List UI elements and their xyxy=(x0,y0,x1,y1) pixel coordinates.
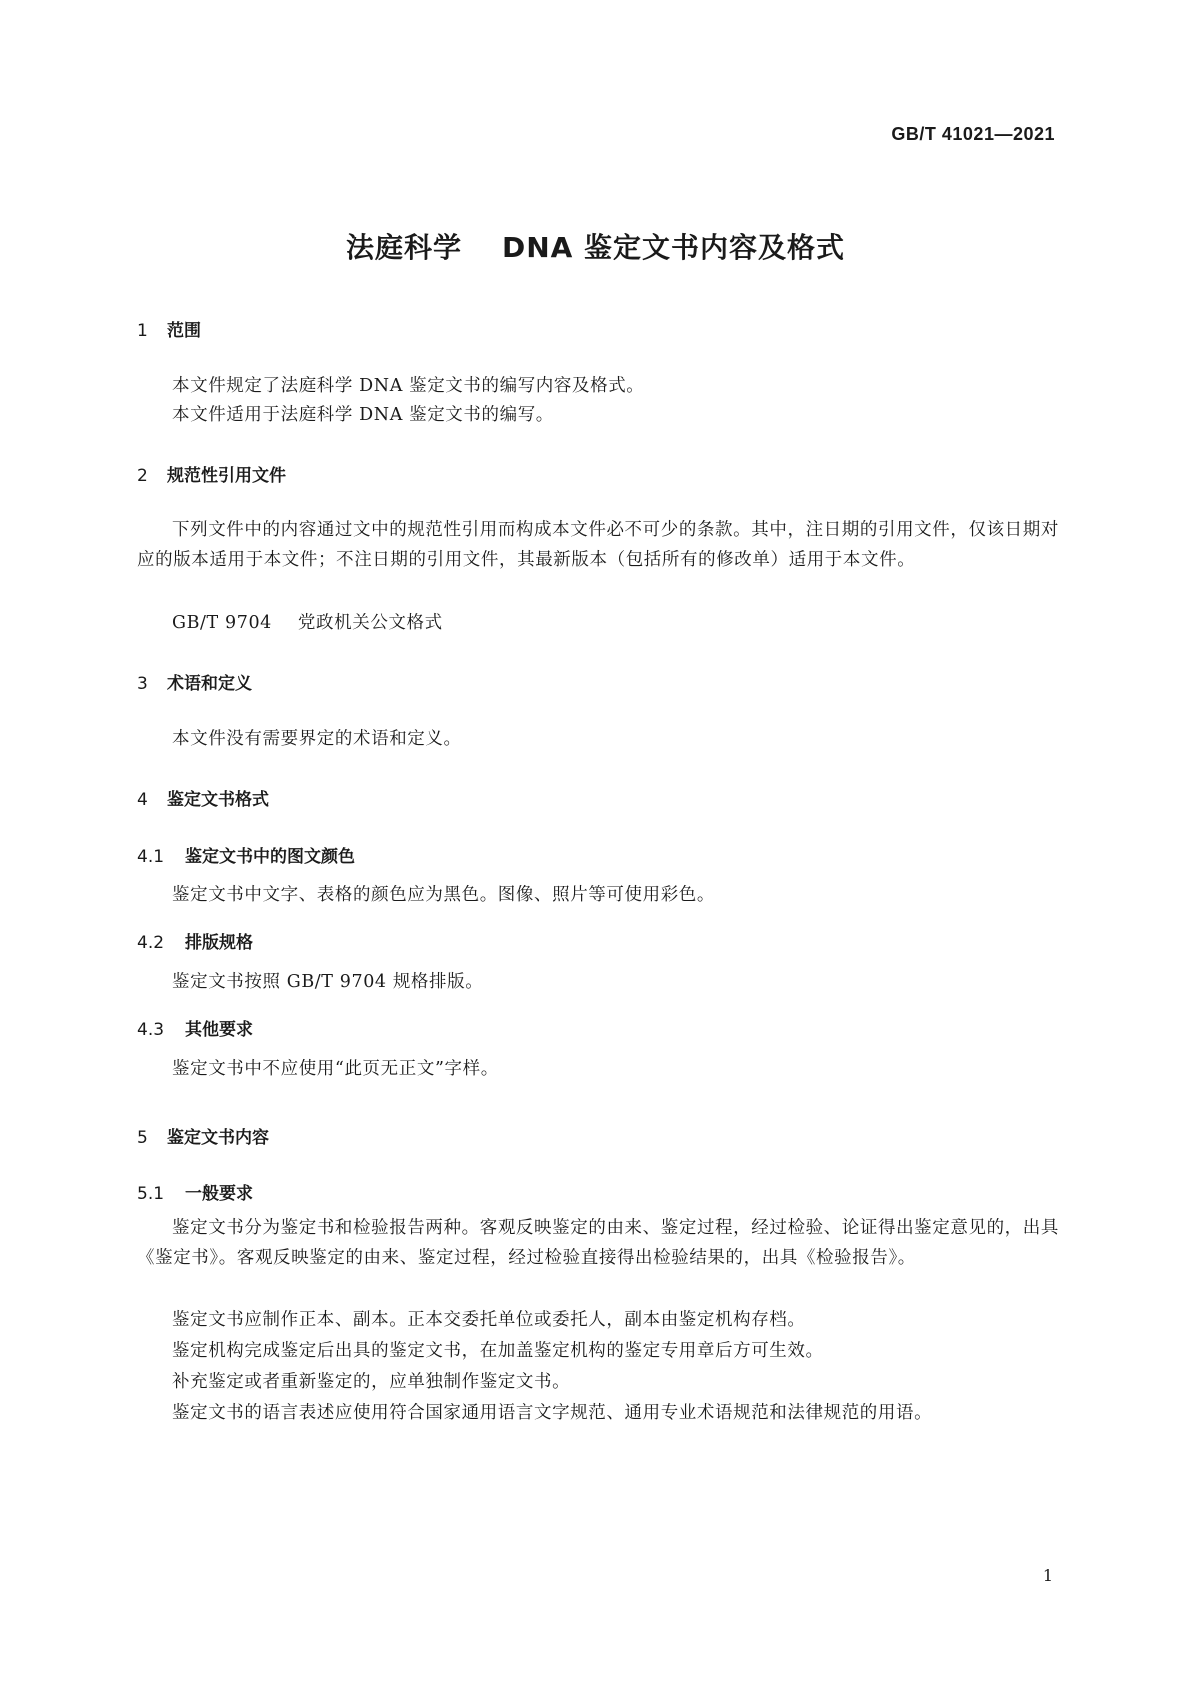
section-4-2-paragraph-1: 鉴定文书按照 GB/T 9704 规格排版。 xyxy=(172,972,484,992)
section-number: 4.2 xyxy=(137,933,165,953)
section-5-1-paragraph-4: 补充鉴定或者重新鉴定的，应单独制作鉴定文书。 xyxy=(172,1372,571,1392)
section-title: 一般要求 xyxy=(185,1184,253,1204)
section-number: 5 xyxy=(137,1128,148,1148)
section-4-heading xyxy=(137,785,269,810)
normative-reference-item xyxy=(172,609,443,634)
section-title: 范围 xyxy=(167,321,201,341)
section-title: 术语和定义 xyxy=(167,674,252,694)
section-1-paragraph-1: 本文件规定了法庭科学 DNA 鉴定文书的编写内容及格式。 xyxy=(172,376,645,396)
section-number: 2 xyxy=(137,466,148,486)
section-number: 4 xyxy=(137,790,148,810)
section-title: 规范性引用文件 xyxy=(167,466,286,486)
reference-title: 党政机关公文格式 xyxy=(297,613,443,633)
document-title xyxy=(0,226,1191,266)
section-4-1-heading xyxy=(137,842,355,867)
section-title: 排版规格 xyxy=(185,933,253,953)
section-number: 3 xyxy=(137,674,148,694)
section-title: 鉴定文书格式 xyxy=(167,790,269,810)
section-number: 1 xyxy=(137,321,148,341)
section-title: 鉴定文书内容 xyxy=(167,1128,269,1148)
section-number: 4.3 xyxy=(137,1020,165,1040)
section-5-1-paragraph-1: 鉴定文书分为鉴定书和检验报告两种。客观反映鉴定的由来、鉴定过程，经过检验、论证得出鉴定意见的，出具《鉴定书》。客观反映鉴定的由来、鉴定过程，经过检验直接得出检验结果的，出具《检验报告》。 xyxy=(137,1218,1059,1268)
title-part-2: DNA 鉴定文书内容及格式 xyxy=(501,231,846,264)
section-3-heading xyxy=(137,669,252,694)
section-5-heading xyxy=(137,1123,269,1148)
section-4-1-paragraph-1: 鉴定文书中文字、表格的颜色应为黑色。图像、照片等可使用彩色。 xyxy=(172,885,715,905)
section-4-3-paragraph-1: 鉴定文书中不应使用“此页无正文”字样。 xyxy=(172,1059,499,1079)
section-1-heading xyxy=(137,316,201,341)
standard-code: GB/T 41021—2021 xyxy=(891,124,1055,144)
title-part-1: 法庭科学 xyxy=(345,231,462,264)
section-2-paragraph-1: 下列文件中的内容通过文中的规范性引用而构成本文件必不可少的条款。其中，注日期的引用文件，仅该日期对应的版本适用于本文件；不注日期的引用文件，其最新版本（包括所有的修改单）适用于本文件。 xyxy=(137,520,1059,570)
section-title: 其他要求 xyxy=(185,1020,253,1040)
section-4-3-heading xyxy=(137,1015,253,1040)
section-5-1-paragraph-5: 鉴定文书的语言表述应使用符合国家通用语言文字规范、通用专业术语规范和法律规范的用语。 xyxy=(172,1403,933,1423)
section-4-2-heading xyxy=(137,928,253,953)
section-5-1-paragraph-3: 鉴定机构完成鉴定后出具的鉴定文书，在加盖鉴定机构的鉴定专用章后方可生效。 xyxy=(172,1341,824,1361)
reference-code: GB/T 9704 xyxy=(172,613,272,633)
section-3-paragraph-1: 本文件没有需要界定的术语和定义。 xyxy=(172,729,462,749)
page-number: 1 xyxy=(1042,1566,1053,1585)
section-number: 4.1 xyxy=(137,847,165,867)
section-title: 鉴定文书中的图文颜色 xyxy=(185,847,355,867)
section-1-paragraph-2: 本文件适用于法庭科学 DNA 鉴定文书的编写。 xyxy=(172,405,554,425)
section-number: 5.1 xyxy=(137,1184,165,1204)
section-2-heading xyxy=(137,461,286,486)
section-5-1-heading xyxy=(137,1179,253,1204)
section-5-1-paragraph-2: 鉴定文书应制作正本、副本。正本交委托单位或委托人，副本由鉴定机构存档。 xyxy=(172,1310,806,1330)
